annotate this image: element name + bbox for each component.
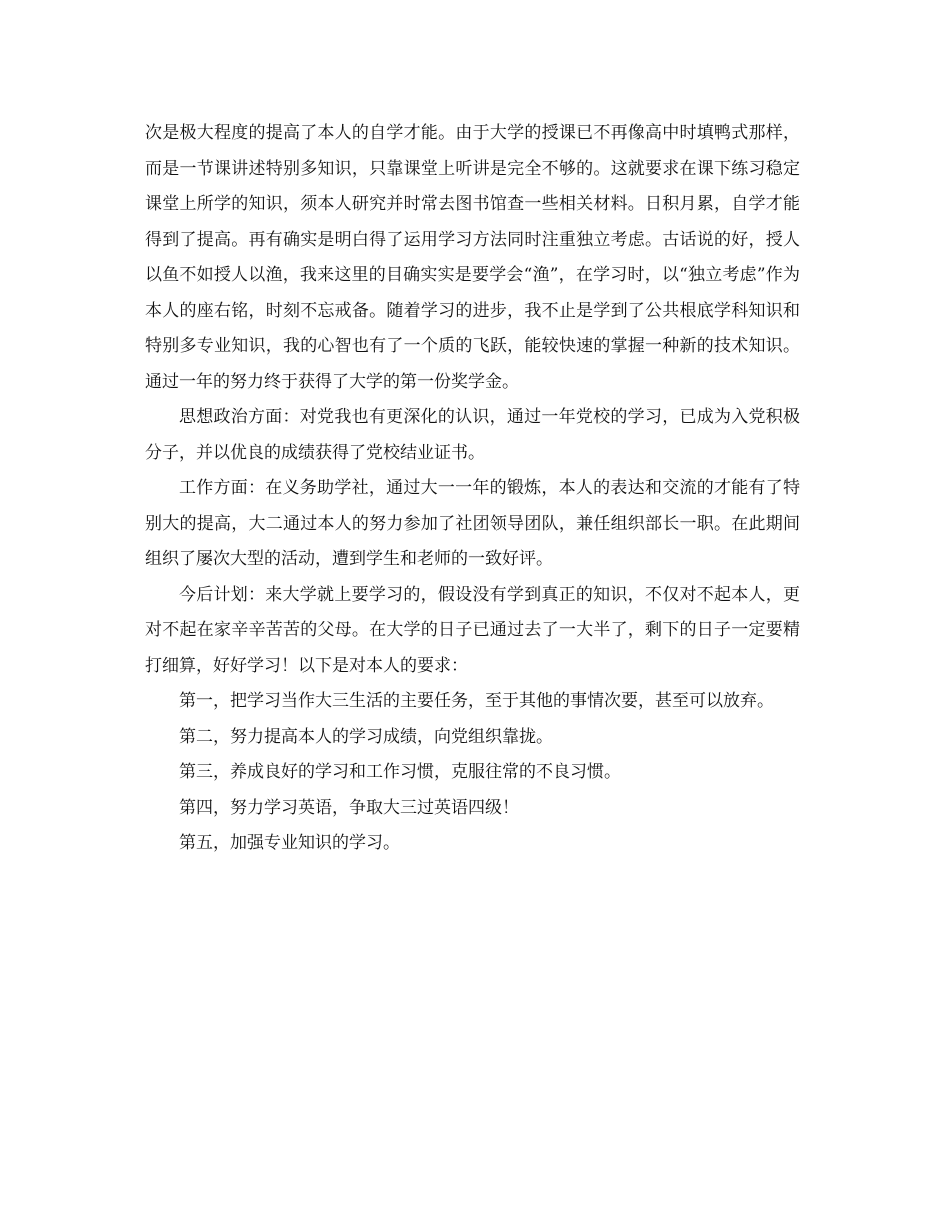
- body-paragraph: 思想政治方面：对党我也有更深化的认识，通过一年党校的学习，已成为入党积极分子，并以优良的成绩获得了党校结业证书。: [145, 407, 800, 463]
- body-paragraph: 第一，把学习当作大三生活的主要任务，至于其他的事情次要，甚至可以放弃。: [179, 691, 774, 711]
- body-paragraph: 第四，努力学习英语，争取大三过英语四级！: [179, 797, 519, 818]
- body-paragraph: 次是极大程度的提高了本人的自学才能。由于大学的授课已不再像高中时填鸭式那样，而是一节课讲述特别多知识，只靠课堂上听讲是完全不够的。这就要求在课下练习稳定课堂上所学的知识，须本人研究并时常去图书馆查一些相关材料。日积月累，自学才能得到了提高。再有确实是明白得了运用学习方法同时注重独立考虑。古话说的好，授人以鱼不如授人以渔，我来这里的目确实实是要学会“渔”，在学习时，以“独立考虑”作为本人的座右铭，时刻不忘戒备。随着学习的进步，我不止是学到了公共根底学科知识和特别多专业知识，我的心智也有了一个质的飞跃，能较快速的掌握一种新的技术知识。通过一年的努力终于获得了大学的第一份奖学金。: [145, 123, 800, 392]
- body-paragraph: 第二，努力提高本人的学习成绩，向党组织靠拢。: [179, 726, 553, 747]
- body-paragraph: 工作方面：在义务助学社，通过大一一年的锻炼，本人的表达和交流的才能有了特别大的提高，大二通过本人的努力参加了社团领导团队，兼任组织部长一职。在此期间组织了屡次大型的活动，遭到学生和老师的一致好评。: [145, 478, 800, 569]
- body-paragraph: 今后计划：来大学就上要学习的，假设没有学到真正的知识，不仅对不起本人，更对不起在家辛辛苦苦的父母。在大学的日子已通过去了一大半了，剩下的日子一定要精打细算，好好学习！以下是对本人的要求：: [145, 584, 800, 676]
- document-body: [145, 116, 800, 862]
- body-paragraph: 第三，养成良好的学习和工作习惯，克服往常的不良习惯。: [179, 762, 621, 782]
- body-paragraph: 第五，加强专业知识的学习。: [179, 833, 400, 853]
